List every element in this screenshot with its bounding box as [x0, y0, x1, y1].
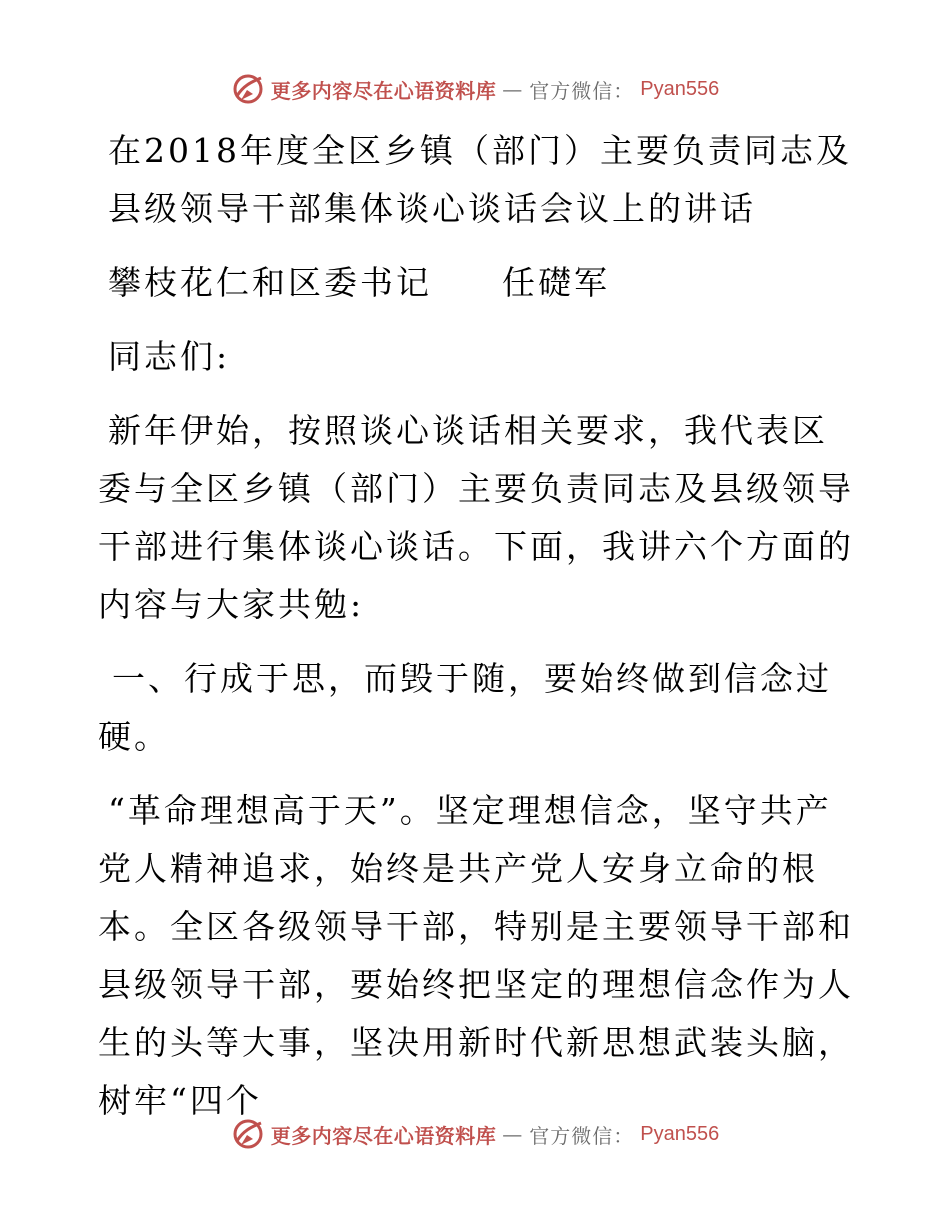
- document-title: 在2018年度全区乡镇（部门）主要负责同志及县级领导干部集体谈心谈话会议上的讲话: [108, 131, 852, 228]
- section-body-paragraph: “革命理想高于天”。坚定理想信念，坚守共产党人精神追求，始终是共产党人安身立命的根本。全区各级领导干部，特别是主要领导干部和县级领导干部，要始终把坚定的理想信念作为人生的头等大事，坚决用新时代新思想武装头脑，树牢“四个: [98, 791, 854, 1120]
- footer-watermark: [0, 1117, 950, 1167]
- watermark-wechat-label: 官方微信：: [529, 78, 635, 103]
- pen-logo-icon: [231, 1117, 265, 1151]
- watermark-wechat-id: Pyan556: [640, 1122, 720, 1145]
- author-line: [98, 254, 858, 312]
- watermark-dash: —: [502, 1122, 524, 1146]
- watermark-wechat-id: Pyan556: [640, 77, 720, 100]
- author-role: 攀枝花仁和区委书记: [108, 263, 432, 302]
- section-heading-tail: 硬。: [98, 717, 170, 756]
- salutation: 同志们:: [108, 337, 231, 376]
- watermark-dash: —: [502, 77, 524, 101]
- watermark-site-text: 更多内容尽在心语资料库: [270, 1123, 497, 1148]
- section-heading: [98, 650, 858, 766]
- watermark-site-text: 更多内容尽在心语资料库: [270, 78, 497, 103]
- watermark-wechat-label: 官方微信：: [529, 1123, 635, 1148]
- section-heading-text: 一、行成于思，而毁于随，要始终做到信念过: [112, 659, 832, 698]
- document-body: [98, 122, 858, 1130]
- header-watermark: [0, 72, 950, 122]
- pen-logo-icon: [231, 72, 265, 106]
- intro-paragraph: 新年伊始，按照谈心谈话相关要求，我代表区委与全区乡镇（部门）主要负责同志及县级领导干部进行集体谈心谈话。下面，我讲六个方面的内容与大家共勉:: [98, 411, 854, 624]
- author-name: 任礎军: [502, 263, 610, 302]
